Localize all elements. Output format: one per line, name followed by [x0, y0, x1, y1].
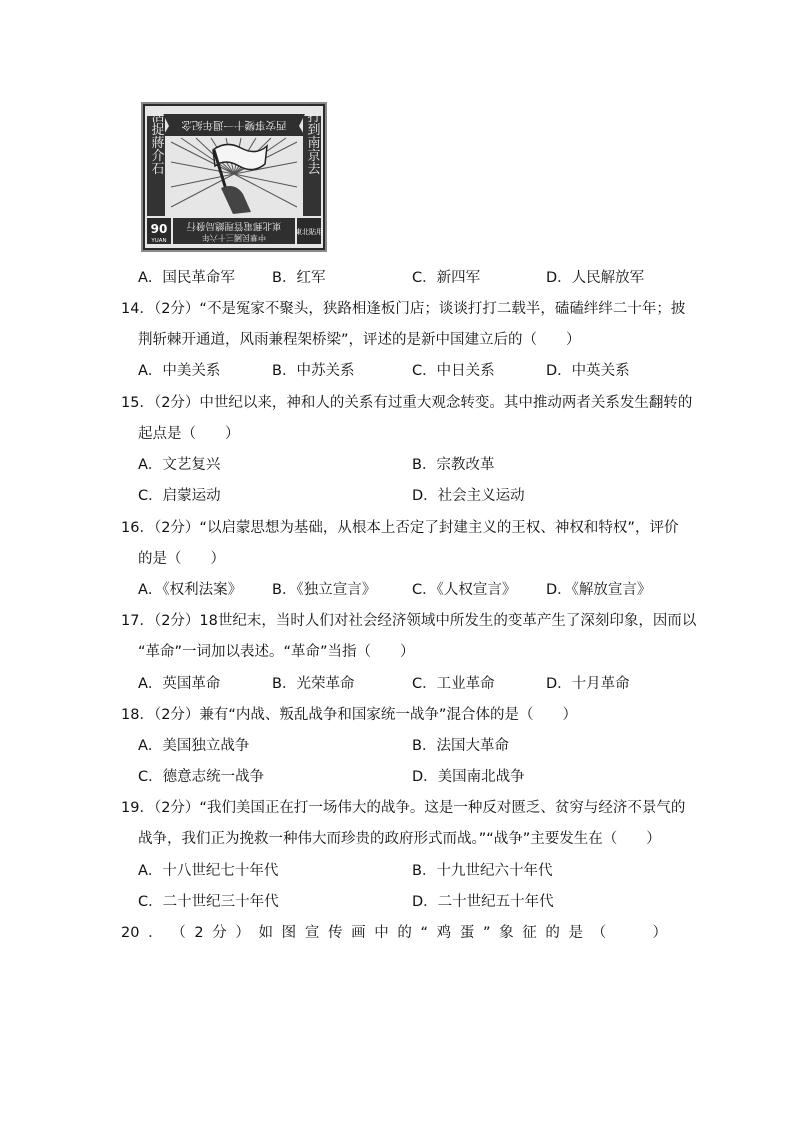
- q14-option-b[interactable]: B．中苏关系: [272, 363, 355, 379]
- q17-option-b[interactable]: B．光荣革命: [272, 676, 355, 692]
- q15-stem-line1: 15．（2分）中世纪以来，神和人的关系有过重大观念转变。其中推动两者关系发生翻转的: [121, 395, 693, 411]
- q13-option-d[interactable]: D．人民解放军: [546, 270, 645, 286]
- q16-stem-line1: 16．（2分）“以启蒙思想为基础，从根本上否定了封建主义的王权、神权和特权”，评价: [121, 520, 679, 536]
- q20-char: [615, 923, 644, 943]
- commemorative-stamp-image: [141, 102, 327, 252]
- q20-char: ．: [148, 925, 163, 941]
- q14-stem-line2: 荆斩棘开通道，风雨兼程架桥梁”，评述的是新中国建立后的（ ）: [138, 332, 581, 348]
- q20-char: 图: [281, 925, 297, 941]
- q20-char: （: [171, 925, 186, 941]
- q20-char: 分: [212, 925, 227, 941]
- q15-option-a[interactable]: A．文艺复兴: [138, 457, 221, 473]
- q15-option-d[interactable]: D．社会主义运动: [412, 488, 525, 504]
- q20-char: 2: [194, 925, 204, 941]
- q13-option-a[interactable]: A．国民革命军: [138, 270, 235, 286]
- q18-option-c[interactable]: C．德意志统一战争: [138, 769, 265, 785]
- q20-char: 传: [327, 925, 343, 941]
- q20-stem: [121, 923, 667, 943]
- q20-char: 的: [397, 925, 412, 941]
- q19-option-c[interactable]: C．二十世纪三十年代: [138, 894, 279, 910]
- q14-option-d[interactable]: D．中英关系: [546, 363, 630, 379]
- q13-option-c[interactable]: C．新四军: [412, 270, 481, 286]
- stamp-bottom-sub: 中華民國三十六年: [202, 233, 266, 242]
- q19-stem-line2: 战争，我们正为挽救一种伟大而珍贵的政府形式而战。”“战争”主要发生在（ ）: [138, 831, 661, 847]
- q18-option-d[interactable]: D．美国南北战争: [412, 769, 525, 785]
- stamp-right-text: 打到南京去: [304, 109, 320, 175]
- q16-option-c[interactable]: C．《人权宣言》: [412, 582, 517, 598]
- q14-stem-line1: 14．（2分）“不是冤家不聚头，狭路相逢板门店；谈谈打打二载半，磕磕绊绊二十年；披: [121, 301, 686, 317]
- q16-option-b[interactable]: B．《独立宣言》: [272, 582, 377, 598]
- q16-option-d[interactable]: D．《解放宣言》: [546, 582, 652, 598]
- q18-option-b[interactable]: B．法国大革命: [412, 738, 509, 754]
- q15-stem-line2: 起点是（ ）: [138, 426, 240, 442]
- stamp-unit: YUAN: [151, 238, 167, 244]
- q20-char: 是: [568, 925, 584, 941]
- q17-stem-line2: “革命”一词加以表述。“革命”当指（ ）: [138, 644, 415, 660]
- q19-option-a[interactable]: A．十八世纪七十年代: [138, 863, 279, 879]
- q20-char: 鸡: [436, 925, 452, 941]
- stamp-corner-text: 東北貼用: [295, 228, 323, 236]
- q20-char: 蛋: [459, 925, 475, 941]
- q20-char: 象: [499, 925, 514, 941]
- q19-stem-line1: 19．（2分）“我们美国正在打一场伟大的战争。这是一种反对匮乏、贫穷与经济不景气的: [121, 800, 686, 816]
- q15-option-c[interactable]: C．启蒙运动: [138, 488, 221, 504]
- q20-char: 征: [522, 925, 537, 941]
- q15-option-b[interactable]: B．宗教改革: [412, 457, 495, 473]
- q17-option-c[interactable]: C．工业革命: [412, 676, 495, 692]
- q20-char: 20: [121, 925, 140, 941]
- q19-option-b[interactable]: B．十九世纪六十年代: [412, 863, 553, 879]
- q18-stem-line1: 18．（2分）兼有“内战、叛乱战争和国家统一战争”混合体的是（ ）: [121, 707, 577, 723]
- stamp-left-text: 活捉蔣介石: [148, 109, 164, 175]
- q17-option-a[interactable]: A．英国革命: [138, 676, 221, 692]
- q18-option-a[interactable]: A．美国独立战争: [138, 738, 250, 754]
- q20-char: 的: [545, 925, 560, 941]
- q14-option-a[interactable]: A．中美关系: [138, 363, 221, 379]
- q20-char: 画: [351, 925, 366, 941]
- q19-option-d[interactable]: D．二十世纪五十年代: [412, 894, 554, 910]
- q20-char: ”: [482, 925, 491, 941]
- q20-char: “: [420, 925, 429, 941]
- q20-char: 中: [374, 925, 389, 941]
- stamp-bottom-text: 東北郵電管理總局發行: [186, 220, 282, 231]
- stamp-value: 90: [150, 222, 168, 236]
- q14-option-c[interactable]: C．中日关系: [412, 363, 495, 379]
- q20-char: ）: [235, 925, 250, 941]
- q20-char: 如: [258, 925, 274, 941]
- q20-char: ）: [652, 925, 667, 941]
- q17-option-d[interactable]: D．十月革命: [546, 676, 630, 692]
- stamp-top-text: 西安事變十一週年紀念: [181, 119, 287, 131]
- q20-char: （: [591, 925, 607, 941]
- q20-char: 宣: [304, 925, 320, 941]
- q16-option-a[interactable]: A．《权利法案》: [138, 582, 243, 598]
- q13-option-b[interactable]: B．红军: [272, 270, 326, 286]
- q16-stem-line2: 的是（ ）: [138, 551, 225, 567]
- q17-stem-line1: 17．（2分）18世纪末，当时人们对社会经济领域中所发生的变革产生了深刻印象，因而以: [121, 613, 697, 629]
